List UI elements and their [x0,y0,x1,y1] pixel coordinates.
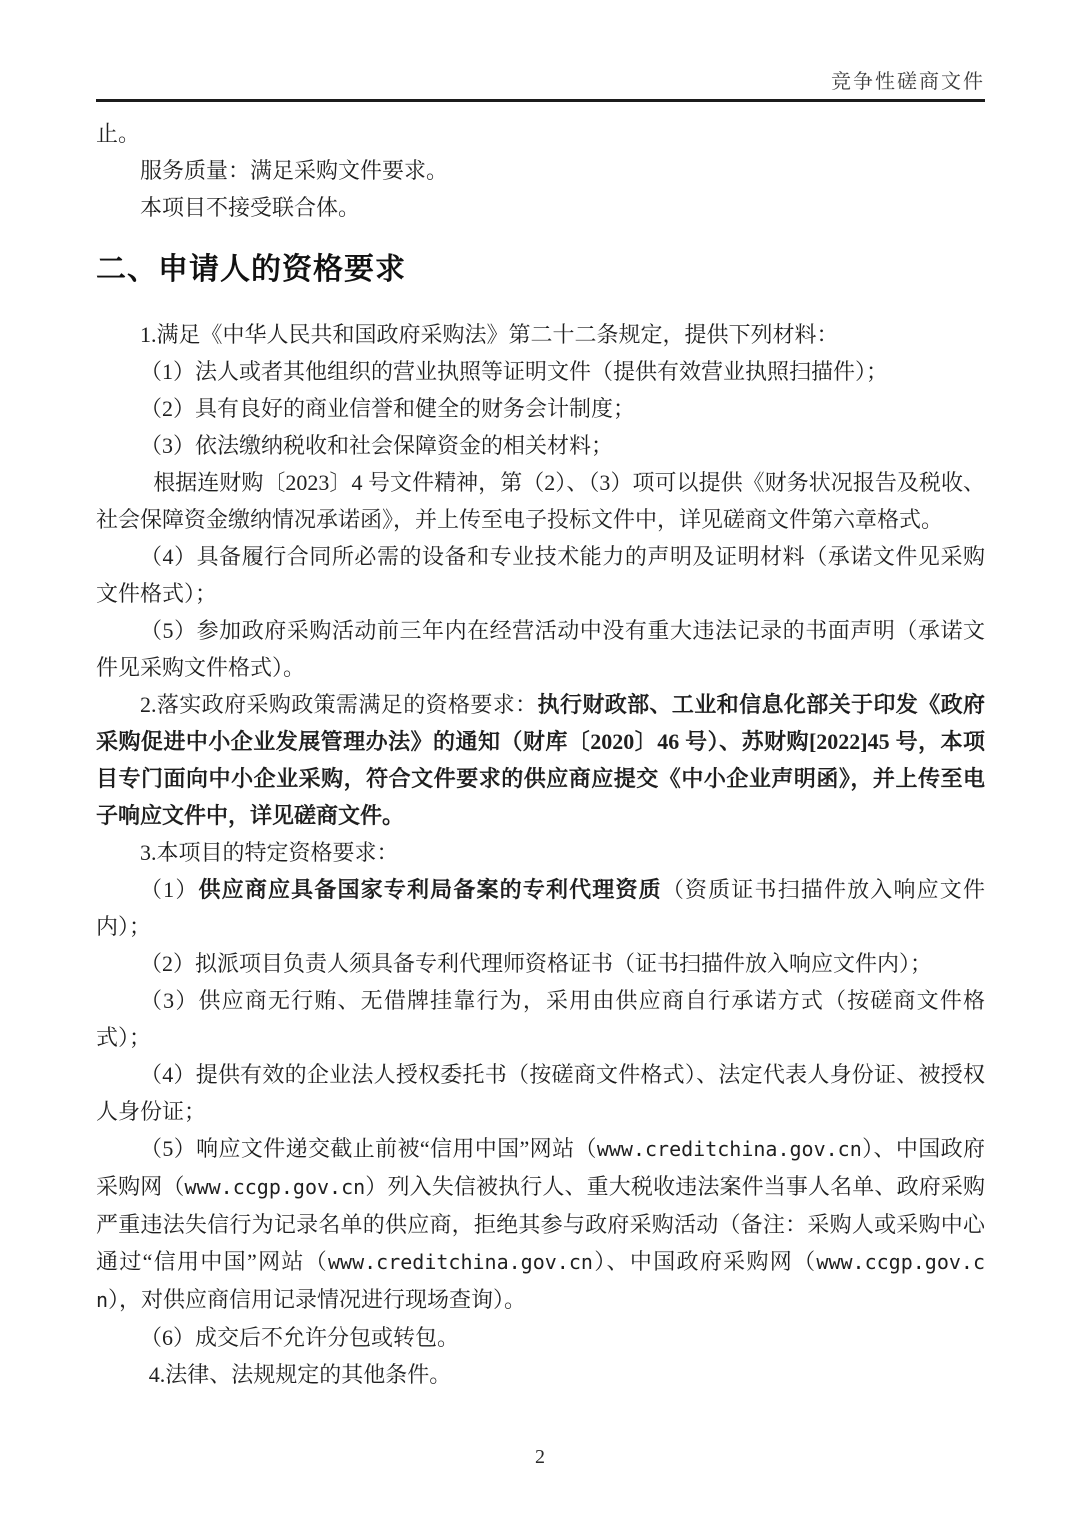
paragraph [96,1319,985,1356]
text-run: （5）响应文件递交截止前被“信用中国”网站（ [140,1136,597,1161]
text-run: （3）供应商无行贿、无借牌挂靠行为，采用由供应商自行承诺方式（按磋商文件格式）； [96,988,985,1050]
text-run: （4）具备履行合同所必需的设备和专业技术能力的声明及证明材料（承诺文件见采购文件格式）； [96,544,985,606]
bold-text-run: 供应商应具备国家专利局备案的专利代理资质 [198,877,662,902]
url-text: www.ccgp.gov.cn [96,1250,985,1312]
text-run: 本项目不接受联合体。 [140,195,361,220]
text-run: （3）依法缴纳税收和社会保障资金的相关材料； [140,433,614,458]
text-run: （5）参加政府采购活动前三年内在经营活动中没有重大违法记录的书面声明（承诺文件见采购文件格式）。 [96,618,985,680]
text-run: ）列入失信被执行人、重大税收违法案件当事人名单、政府采购严重违法失信行为记录名单的供应商，拒绝其参与政府采购活动（备注：采购人或采购中心通过“信用中国”网站（ [96,1174,985,1274]
paragraph [96,686,985,834]
paragraph [96,189,985,226]
page-header [96,0,985,102]
text-run: 止。 [96,121,141,146]
text-run: （4）提供有效的企业法人授权委托书（按磋商文件格式）、法定代表人身份证、被授权人身份证； [96,1062,985,1124]
text-run: 2.落实政府采购政策需满足的资格要求： [140,692,538,717]
paragraph [96,152,985,189]
url-text: www.creditchina.gov.cn [328,1250,593,1274]
url-text: www.ccgp.gov.cn [184,1175,366,1199]
paragraph [96,316,985,353]
text-run: 1.满足《中华人民共和国政府采购法》第二十二条规定，提供下列材料： [140,322,839,347]
paragraph [96,1356,985,1393]
text-run: ）、中国政府采购网（ [592,1249,817,1274]
paragraph [96,834,985,871]
paragraph [96,1056,985,1130]
url-text: www.creditchina.gov.cn [596,1137,862,1161]
paragraph [96,427,985,464]
header-title: 竞争性磋商文件 [831,71,985,93]
paragraph [96,945,985,982]
text-run: 二、申请人的资格要求 [96,253,406,286]
text-run: （2）具有良好的商业信誉和健全的财务会计制度； [140,396,636,421]
document-body [96,102,985,1393]
text-run: （2）拟派项目负责人须具备专利代理师资格证书（证书扫描件放入响应文件内）； [140,951,933,976]
text-run: 服务质量：满足采购文件要求。 [140,158,449,183]
page-footer [0,1446,1080,1469]
paragraph [96,538,985,612]
paragraph [96,871,985,945]
text-run: ），对供应商信用记录情况进行现场查询）。 [108,1287,527,1312]
paragraph [96,464,985,538]
text-run: 4.法律、法规规定的其他条件。 [148,1362,452,1387]
text-run: 根据连财购〔2023〕4 号文件精神，第（2）、（3）项可以提供《财务状况报告及税收、社会保障资金缴纳情况承诺函》，并上传至电子投标文件中，详见磋商文件第六章格式。 [96,470,985,532]
text-run: （1）法人或者其他组织的营业执照等证明文件（提供有效营业执照扫描件）； [140,359,889,384]
paragraph [96,390,985,427]
paragraph [96,982,985,1056]
paragraph [96,1130,985,1319]
text-run: ）、中国政府采购网（ [96,1136,985,1199]
paragraph [96,353,985,390]
bold-text-run: 执行财政部、工业和信息化部关于印发《政府采购促进中小企业发展管理办法》的通知（财库〔2020〕46 号）、苏财购[2022]45 号，本项目专门面向中小企业采购，符合文件要求的供应商应提交《中小企业声明函》，并上传至电子响应文件中，详见磋商文件。 [96,692,985,828]
text-run: 3.本项目的特定资格要求： [140,840,399,865]
paragraph [96,115,985,152]
page-number: 2 [535,1446,545,1468]
text-run: （6）成交后不允许分包或转包。 [140,1325,460,1350]
text-run: （资质证书扫描件放入响应文件内）； [96,877,985,939]
paragraph [96,612,985,686]
section-heading [96,250,985,290]
text-run: （1） [140,877,199,902]
